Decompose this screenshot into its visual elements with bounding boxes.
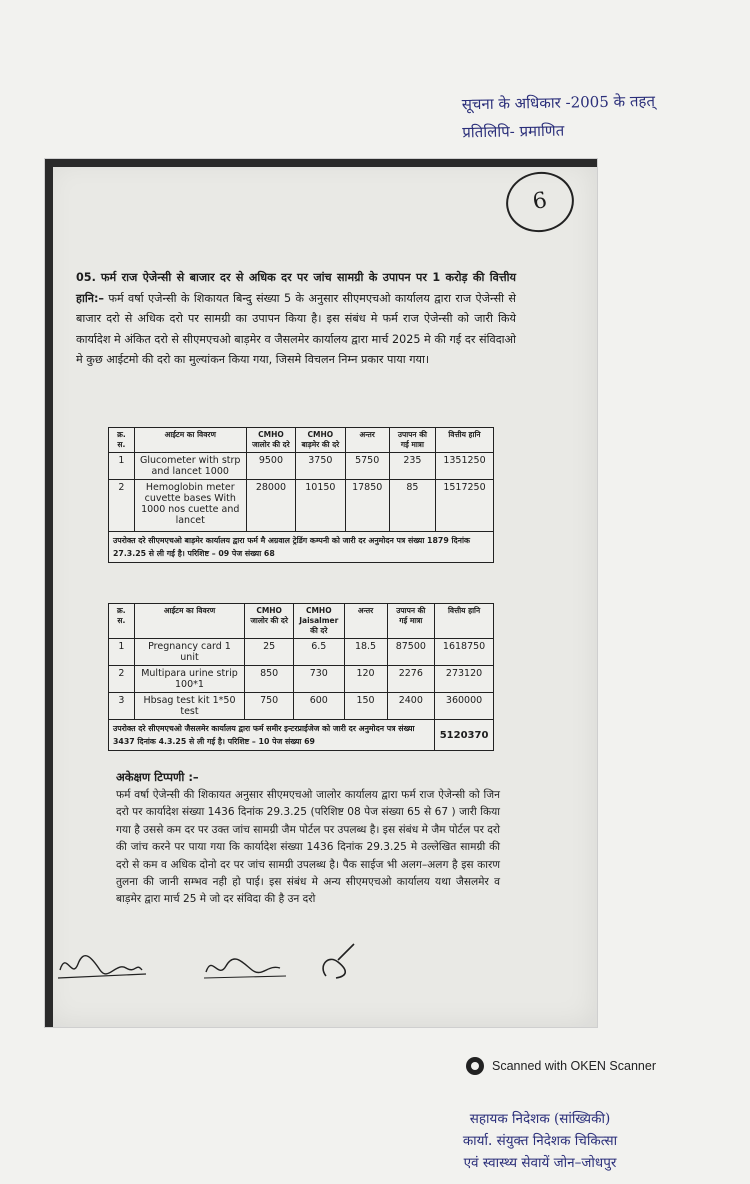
oken-logo-icon bbox=[466, 1057, 484, 1075]
header-quantity: उपापन की गई मात्रा bbox=[389, 428, 435, 453]
cell: 87500 bbox=[387, 639, 435, 666]
table-note: उपरोक्त दरे सीएमएचओ जैसलमेर कार्यालय द्वारा फर्म समीर इन्टरप्राईजेज को जारी दर अनुमोदन पत्र संख्या 3437 दिनांक 4.3.25 से ली गई है। परिशिष्ट – 10 पेज संख्या 69 bbox=[109, 720, 435, 751]
comparison-table-jaisalmer bbox=[108, 603, 494, 751]
section-body: फर्म वर्षा एजेन्सी के शिकायत बिन्दु संख्या 5 के अनुसार सीएमएचओ कार्यालय द्वारा राज ऐजेन्सी से बाजार दरो से अधिक दरो पर सामग्री का उपापन किया है। इस संबंध मे फर्म राज ऐजेन्सी को जारी किये कार्यादेश मे अंकित दरो से सीएमएचओ बाड़मेर व जैसलमेर कार्यालय द्वारा मार्च 2025 मे की गई दर संविदाओ मे कुछ आईटमो की दरो का मुल्यांकन किया गया, जिसमे विचलन निम्न प्रकार पाया गया। bbox=[76, 291, 516, 366]
cell: 9500 bbox=[246, 453, 295, 480]
cell: 28000 bbox=[246, 480, 295, 532]
table-row bbox=[109, 480, 494, 532]
section-title: फर्म राज ऐजेन्सी से बाजार दर से अधिक दर पर जांच सामग्री के उपापन पर 1 करोड़ की वित्तीय हानि:– bbox=[76, 271, 516, 305]
cell: 273120 bbox=[435, 666, 494, 693]
signature-2-underline bbox=[204, 976, 286, 978]
grand-total: 5120370 bbox=[435, 720, 494, 751]
cell: 360000 bbox=[435, 693, 494, 720]
scanner-label: Scanned with OKEN Scanner bbox=[492, 1059, 656, 1073]
cell: 150 bbox=[344, 693, 387, 720]
signatures bbox=[56, 940, 376, 990]
scanner-watermark bbox=[466, 1057, 656, 1075]
table-row bbox=[109, 639, 494, 666]
header-item: आईटम का विवरण bbox=[134, 604, 245, 639]
signature-2 bbox=[206, 959, 280, 973]
header-difference: अन्तर bbox=[344, 604, 387, 639]
signature-1 bbox=[60, 956, 142, 974]
cell: 18.5 bbox=[344, 639, 387, 666]
comparison-table-barmer bbox=[108, 427, 494, 563]
header-difference: अन्तर bbox=[345, 428, 389, 453]
section-number: 05. bbox=[76, 271, 96, 284]
cell: Glucometer with strp and lancet 1000 bbox=[134, 453, 246, 480]
header-rate-jalore: CMHO जालोर की दरे bbox=[245, 604, 294, 639]
header-rate-barmer: CMHO बाड़मेर की दरे bbox=[296, 428, 345, 453]
cell: 750 bbox=[245, 693, 294, 720]
remarks-paragraph: फर्म वर्षा ऐजेन्सी की शिकायत अनुसार सीएमएचओ जालोर कार्यालय द्वारा फर्म राज ऐजेन्सी को जिन दरो पर कार्यादेश संख्या 1436 दिनांक 29.3.25 (परिशिष्ट 08 पेज संख्या 65 से 67 ) जारी किया गया है उससे कम दर पर उक्त जांच सामग्री जैम पोर्टल पर उपलब्ध है। इस संबंध मे जैम पोर्टल पर दरो की जांच करने पर पाया गया कि कार्यादेश संख्या 1436 दिनांक 29.3.25 मे उल्लेखित सामग्री की दरो से कम व अधिक दोनो दर पर जांच सामग्री उपलब्ध है। पैक साईज भी अलग–अलग है इस कारण तुलना की जानी सम्भव नही हो पाई। इस संबंध मे अन्य सीएमएचओ कार्यालय यथा जैसलमेर व बाड़मेर द्वारा मार्च 25 मे जो दर संविदा की है उन दरो bbox=[116, 789, 500, 906]
cell: 17850 bbox=[345, 480, 389, 532]
header-serial: क्र. स. bbox=[109, 604, 135, 639]
header-quantity: उपापन की गई मात्रा bbox=[387, 604, 435, 639]
table-note: उपरोक्त दरे सीएमएचओ बाड़मेर कार्यालय द्वारा फर्म मै अग्रवाल ट्रेडिंग कम्पनी को जारी दर अनुमोदन पत्र संख्या 1879 दिनांक 27.3.25 से ली गई है। परिशिष्ट – 09 पेज संख्या 68 bbox=[109, 532, 494, 563]
cell: 85 bbox=[389, 480, 435, 532]
cell: 850 bbox=[245, 666, 294, 693]
cell: 1 bbox=[109, 639, 135, 666]
header-loss: वित्तीय हानि bbox=[435, 604, 494, 639]
cell: 1351250 bbox=[435, 453, 493, 480]
cell: 2 bbox=[109, 666, 135, 693]
seal-line-1: सहायक निदेशक (सांख्यिकी) bbox=[469, 1111, 611, 1127]
section-paragraph bbox=[76, 268, 516, 371]
cell: Pregnancy card 1 unit bbox=[134, 639, 245, 666]
table-header-row bbox=[109, 604, 494, 639]
cell: 730 bbox=[293, 666, 344, 693]
cell: 2276 bbox=[387, 666, 435, 693]
cell: Hbsag test kit 1*50 test bbox=[134, 693, 245, 720]
table-row bbox=[109, 693, 494, 720]
cell: 10150 bbox=[296, 480, 345, 532]
header-loss: वित्तीय हानि bbox=[435, 428, 493, 453]
table-note-row bbox=[109, 720, 494, 751]
cell: 2 bbox=[109, 480, 135, 532]
seal-line-3: एवं स्वास्थ्य सेवायें जोन–जोधपुर bbox=[463, 1155, 617, 1171]
rti-certification-stamp bbox=[462, 86, 733, 147]
cell: 3 bbox=[109, 693, 135, 720]
cell: 2400 bbox=[387, 693, 435, 720]
header-rate-jalore: CMHO जालोर की दरे bbox=[246, 428, 295, 453]
official-seal bbox=[420, 1108, 660, 1174]
signature-1-underline bbox=[58, 974, 146, 978]
page-number-circle: 6 bbox=[501, 167, 578, 238]
signature-3 bbox=[323, 944, 354, 978]
stamp-line-2: प्रतिलिपि- प्रमाणित bbox=[462, 121, 565, 142]
cell: 120 bbox=[344, 666, 387, 693]
header-serial: क्र. स. bbox=[109, 428, 135, 453]
cell: 1517250 bbox=[435, 480, 493, 532]
header-item: आईटम का विवरण bbox=[134, 428, 246, 453]
cell: 600 bbox=[293, 693, 344, 720]
table-header-row bbox=[109, 428, 494, 453]
cell: 3750 bbox=[296, 453, 345, 480]
cell: Hemoglobin meter cuvette bases With 1000 nos cuette and lancet bbox=[134, 480, 246, 532]
cell: 1618750 bbox=[435, 639, 494, 666]
table-row bbox=[109, 453, 494, 480]
cell: 1 bbox=[109, 453, 135, 480]
seal-line-2: कार्या. संयुक्त निदेशक चिकित्सा bbox=[462, 1133, 618, 1149]
header-rate-jaisalmer: CMHO Jaisalmer की दरे bbox=[293, 604, 344, 639]
table-note-row bbox=[109, 532, 494, 563]
stamp-line-1: सूचना के अधिकार -2005 के तहत् bbox=[461, 91, 656, 114]
cell: 25 bbox=[245, 639, 294, 666]
cell: 235 bbox=[389, 453, 435, 480]
remarks-heading: अकेक्षण टिप्पणी :– bbox=[116, 770, 199, 784]
cell: 6.5 bbox=[293, 639, 344, 666]
table-row bbox=[109, 666, 494, 693]
cell: 5750 bbox=[345, 453, 389, 480]
cell: Multipara urine strip 100*1 bbox=[134, 666, 245, 693]
